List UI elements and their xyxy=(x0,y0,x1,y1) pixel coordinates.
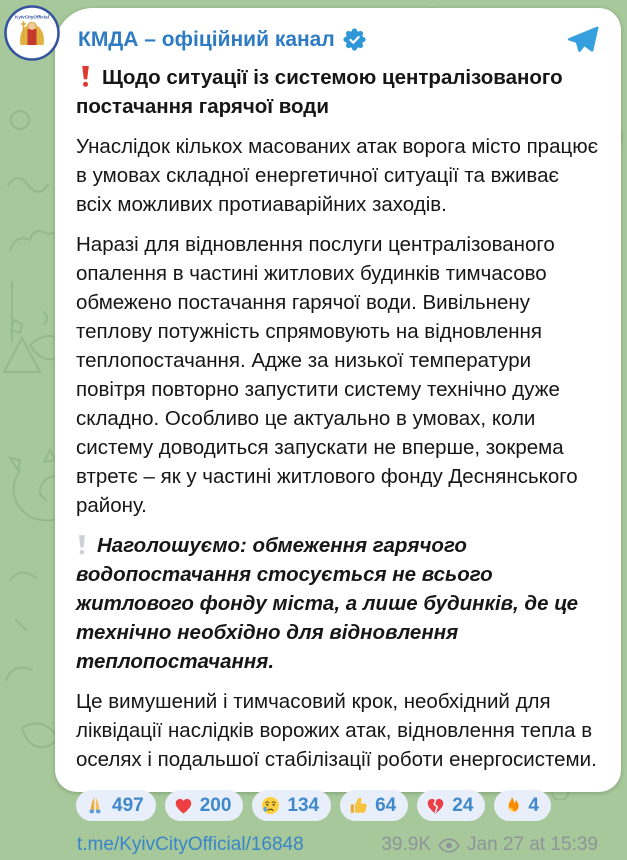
reaction-pill-cry[interactable] xyxy=(252,790,331,821)
reaction-count: 4 xyxy=(528,794,539,816)
reaction-pill-fire[interactable] xyxy=(494,790,551,821)
post-footer xyxy=(76,834,599,860)
fire-emoji xyxy=(503,796,521,815)
post-paragraph: Це вимушений і тимчасовий крок, необхідний для ліквідації наслідків ворожих атак, відновлення тепла в оселях і подальшої стабілізації роботи енергосистеми. xyxy=(76,690,597,771)
reaction-count: 64 xyxy=(375,794,397,816)
verified-badge-icon xyxy=(343,28,366,51)
broken-heart-emoji xyxy=(426,797,445,815)
post-title-text: Щодо ситуації із системою централізованого постачання гарячої води xyxy=(76,66,563,118)
post-permalink[interactable]: t.me/KyivCityOfficial/16848 xyxy=(77,834,304,855)
telegram-share-icon[interactable] xyxy=(566,25,599,54)
post-paragraph: Унаслідок кількох масованих атак ворога місто працює в умовах складної енергетичної ситуації та вживає всіх можливих протиаварійних заходів. xyxy=(76,135,599,216)
reaction-count: 200 xyxy=(199,794,232,816)
reactions-row xyxy=(76,790,599,821)
views-count: 39.9K xyxy=(381,834,431,855)
red-exclamation-icon xyxy=(79,65,92,87)
avatar-caption: KyivCityOfficial xyxy=(15,14,49,20)
post-meta xyxy=(381,834,598,856)
reaction-count: 24 xyxy=(452,794,474,816)
message-bubble xyxy=(55,8,621,855)
white-exclamation-icon xyxy=(76,534,88,555)
channel-name[interactable]: КМДА – офіційний канал xyxy=(78,27,335,51)
post-paragraph: Наразі для відновлення послуги централізованого опалення в частині житлових будинків тимчасово обмежено постачання гарячої води. Вивільнену теплову потужність спрямовують на відновлення теплопостачання. Адже за низької температури повітря повторно запустити систему технічно дуже складно. Особливо це актуально в умовах, коли систему доводиться запускати не вперше, зокрема втретє – як у частині житлового фонду Деснянського району. xyxy=(76,233,578,517)
reaction-pill-brokenheart[interactable] xyxy=(417,790,485,821)
post-date: Jan 27 at 15:39 xyxy=(467,834,598,855)
reaction-count: 134 xyxy=(287,794,320,816)
eye-views-icon xyxy=(438,838,460,853)
post-emphasis-text: Наголошуємо: обмеження гарячого водопостачання стосується не всього житлового фонду міста, а лише будинків, де це технічно необхідно для відновлення теплопостачання. xyxy=(76,534,579,673)
thumbs-up-emoji xyxy=(349,796,368,815)
reaction-pill-heart[interactable] xyxy=(165,790,244,821)
crying-face-emoji xyxy=(261,796,280,815)
post-emphasis-paragraph xyxy=(76,531,599,676)
red-heart-emoji xyxy=(174,797,193,815)
reaction-pill-pray[interactable] xyxy=(76,790,156,821)
reaction-count: 497 xyxy=(112,794,144,816)
praying-hands-emoji xyxy=(85,796,105,815)
channel-avatar[interactable] xyxy=(4,5,60,61)
post-title xyxy=(76,63,599,121)
post-header xyxy=(78,25,599,54)
reaction-pill-thumbsup[interactable] xyxy=(340,790,408,821)
